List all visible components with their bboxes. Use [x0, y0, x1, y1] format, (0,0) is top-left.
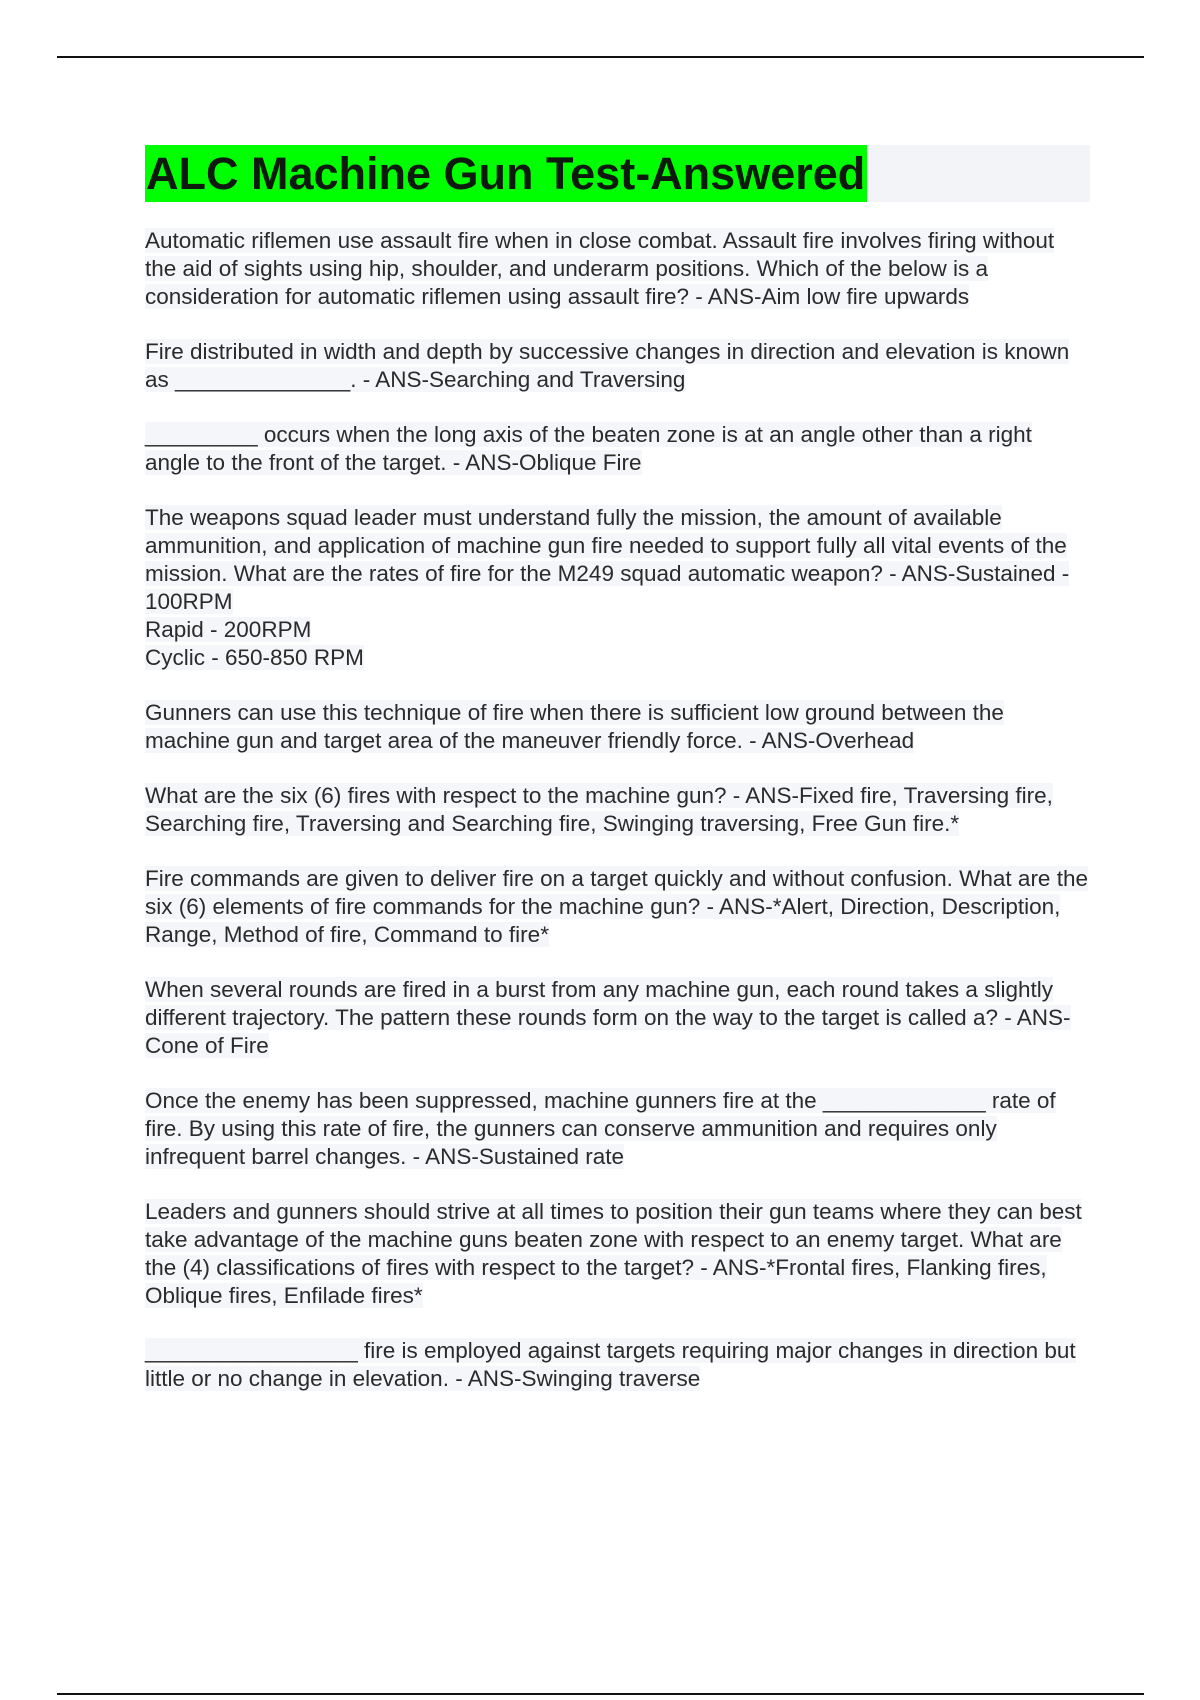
- qa-item-6: [145, 782, 1090, 838]
- qa-item-7: [145, 865, 1090, 949]
- qa-text: Fire distributed in width and depth by successive changes in direction and elevation is known as ______________. - ANS-Searching and Traversing: [145, 339, 1070, 392]
- qa-item-1: [145, 227, 1090, 311]
- page-title: ALC Machine Gun Test-Answered: [145, 145, 867, 202]
- qa-text: Once the enemy has been suppressed, machine gunners fire at the _____________ rate of fire. By using this rate of fire, the gunners can conserve ammunition and requires only infrequent barrel changes. - ANS-Sustained rate: [145, 1088, 1056, 1169]
- qa-text: Automatic riflemen use assault fire when in close combat. Assault fire involves firing without the aid of sights using hip, shoulder, and underarm positions. Which of the below is a consideration for automatic riflemen using assault fire? - ANS-Aim low fire upwards: [145, 228, 1055, 309]
- qa-text: Fire commands are given to deliver fire on a target quickly and without confusion. What are the six (6) elements of fire commands for the machine gun? - ANS-*Alert, Direction, Description, Range, Method of fire, Command to fire*: [145, 866, 1088, 947]
- top-rule: [57, 56, 1144, 58]
- qa-text: What are the six (6) fires with respect to the machine gun? - ANS-Fixed fire, Traversing fire, Searching fire, Traversing and Searching fire, Swinging traversing, Free Gun fire.*: [145, 783, 1053, 836]
- qa-item-3: [145, 421, 1090, 477]
- qa-text: Leaders and gunners should strive at all times to position their gun teams where they can best take advantage of the machine guns beaten zone with respect to an enemy target. What are the (4) classifications of fires with respect to the target? - ANS-*Frontal fires, Flanking fires, Oblique fires, Enfilade fires*: [145, 1199, 1082, 1308]
- qa-item-11: [145, 1337, 1090, 1393]
- bottom-rule: [57, 1693, 1144, 1695]
- qa-text: Gunners can use this technique of fire when there is sufficient low ground between the machine gun and target area of the maneuver friendly force. - ANS-Overhead: [145, 700, 1004, 753]
- qa-item-9: [145, 1087, 1090, 1171]
- qa-item-8: [145, 976, 1090, 1060]
- qa-text: _________ occurs when the long axis of the beaten zone is at an angle other than a right angle to the front of the target. - ANS-Oblique Fire: [145, 422, 1032, 475]
- qa-item-4: [145, 504, 1090, 672]
- qa-item-2: [145, 338, 1090, 394]
- qa-text: When several rounds are fired in a burst from any machine gun, each round takes a slightly different trajectory. The pattern these rounds form on the way to the target is called a? - ANS-Cone of Fire: [145, 977, 1071, 1058]
- title-band: [145, 145, 1090, 202]
- qa-text: The weapons squad leader must understand fully the mission, the amount of available ammunition, and application of machine gun fire needed to support fully all vital events of the mission. What are the rates of fire for the M249 squad automatic weapon? - ANS-Sustained - 100RPM Rapid - 200RPM Cyclic - 650-850 RPM: [145, 505, 1070, 670]
- document-body: [145, 145, 1090, 1420]
- qa-item-10: [145, 1198, 1090, 1310]
- qa-item-5: [145, 699, 1090, 755]
- qa-text: _________________ fire is employed against targets requiring major changes in direction but little or no change in elevation. - ANS-Swinging traverse: [145, 1338, 1076, 1391]
